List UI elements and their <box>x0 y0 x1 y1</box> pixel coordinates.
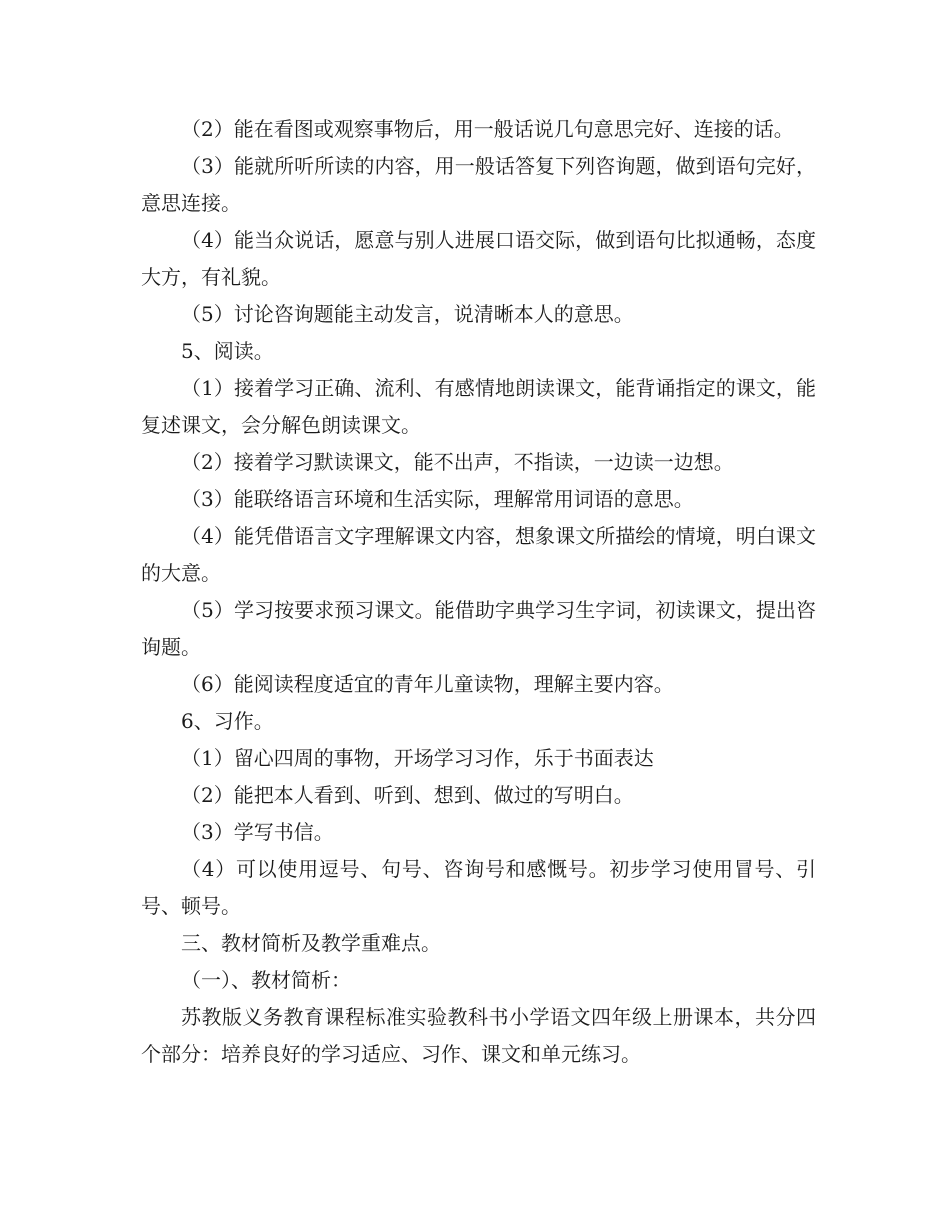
paragraph: （4）可以使用逗号、句号、咨询号和感慨号。初步学习使用冒号、引号、顿号。 <box>141 857 816 918</box>
section-heading: 6、习作。 <box>181 709 274 733</box>
paragraph: （6）能阅读程度适宜的青年儿童读物，理解主要内容。 <box>181 672 674 696</box>
paragraph: （5）讨论咨询题能主动发言，说清晰本人的意思。 <box>181 302 634 326</box>
paragraph: （1）留心四周的事物，开场学习习作，乐于书面表达 <box>181 746 654 770</box>
document-body <box>141 111 816 1073</box>
paragraph: （3）能联络语言环境和生活实际，理解常用词语的意思。 <box>181 487 694 511</box>
paragraph: （1）接着学习正确、流利、有感情地朗读课文，能背诵指定的课文，能复述课文，会分解色朗读课文。 <box>141 376 816 437</box>
paragraph: （4）能当众说话，愿意与别人进展口语交际，做到语句比拟通畅，态度大方，有礼貌。 <box>141 228 816 289</box>
paragraph: （4）能凭借语言文字理解课文内容，想象课文所描绘的情境，明白课文的大意。 <box>141 524 816 585</box>
paragraph: （3）能就所听所读的内容，用一般话答复下列咨询题，做到语句完好，意思连接。 <box>141 154 816 215</box>
subsection-heading: （一）、教材简析： <box>181 968 351 992</box>
section-heading: 5、阅读。 <box>181 339 274 363</box>
paragraph: （2）能把本人看到、听到、想到、做过的写明白。 <box>181 783 634 807</box>
paragraph: （3）学写书信。 <box>181 820 334 844</box>
paragraph: （2）能在看图或观察事物后，用一般话说几句意思完好、连接的话。 <box>181 117 794 141</box>
paragraph: （2）接着学习默读课文，能不出声，不指读，一边读一边想。 <box>181 450 734 474</box>
paragraph: （5）学习按要求预习课文。能借助字典学习生字词，初读课文，提出咨询题。 <box>141 598 816 659</box>
paragraph: 苏教版义务教育课程标准实验教科书小学语文四年级上册课本，共分四个部分：培养良好的学习适应、习作、课文和单元练习。 <box>141 1005 816 1066</box>
section-heading: 三、教材简析及教学重难点。 <box>181 931 441 955</box>
